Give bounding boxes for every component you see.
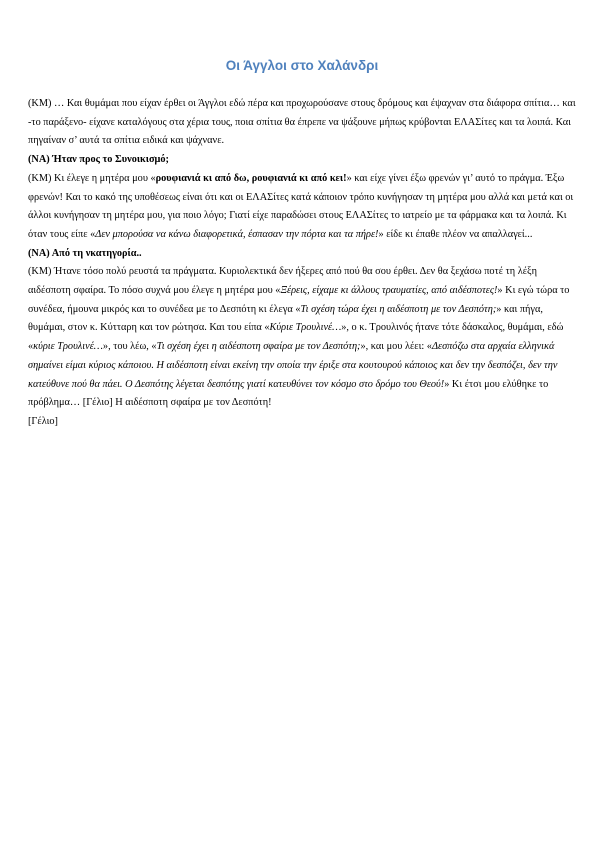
quote-italic: Τι σχέση έχει η αιδέσποτη σφαίρα με τον Δεσπότη;	[156, 341, 361, 353]
paragraph-stray-bullet	[28, 263, 576, 413]
text-segment: » και πήγα, θυμάμαι, στον κ. Κύτταρη και τον ρώτησα. Και του είπα «	[28, 303, 543, 334]
text-segment: » Κι εγώ τώρα το συνέδεα, ήμουνα μικρός και το συνέδεα με το Δεσπότη κι έλεγα «	[28, 285, 570, 315]
text-segment: (ΚΜ) Ήτανε τόσο πολύ ρευστά τα πράγματα. Κυριολεκτικά δεν ήξερες από πού θα σου έρθει. Δεν θα ξεχάσω ποτέ τη λέξη αιδέσποτη σφαίρα. Το πόσο συχνά μου έλεγε η μητέρα μου «	[28, 266, 537, 297]
text-segment: », και μου λέει: «	[360, 341, 432, 353]
question-accusation: (ΝΑ) Από τη νκατηγορία..	[28, 247, 142, 259]
text-segment: », ο κ. Τρουλινός ήτανε τότε δάσκαλος, θυμάμαι, εδώ «	[28, 322, 564, 353]
text-segment: » και είχε γίνει έξω φρενών γι’ αυτό το πράγμα. Έξω φρενών! Και το κακό της υποθέσεως είναι ότι και οι ΕΛΑΣίτες κατά κάποιον τρόπο κυνήγησαν τη μητέρα μου αλλά και μετά και οι άλλοι κυνήγησαν τη μητέρα μου, για ποιο λόγο; Γιατί είχε παραδώσει στους ΕΛΑΣίτες το ιατρείο με τα φάρμακα και τα λοιπά. Κι όταν τους είπε «	[28, 172, 574, 240]
quote-italic: Τι σχέση τώρα έχει η αιδέσποτη με τον Δεσπότη;	[300, 303, 497, 315]
quote-italic: Κύριε Τρουλινέ…	[269, 322, 342, 334]
question-synoikismos: (ΝΑ) Ήταν προς το Συνοικισμό;	[28, 154, 169, 166]
quote-italic: Ξέρεις, είχαμε κι άλλους τραυματίες, από αιδέσποτες!	[280, 285, 498, 297]
document-page	[28, 58, 576, 432]
document-title: Οι Άγγλοι στο Χαλάνδρι	[225, 58, 379, 73]
quote-italic: κύριε Τρουλινέ…	[33, 341, 103, 353]
paragraph-intro: (ΚΜ) … Και θυμάμαι που είχαν έρθει οι Άγγλοι εδώ πέρα και προχωρούσανε στους δρόμους και έψαχναν στα διάφορα σπίτια… και -το παράξενο- είχανε καταλόγους στα χέρια τους, ποια σπίτια θα έπρεπε να ψάξουνε μήπως κρύβονται ΕΛΑΣίτες και τα λοιπά. Και πηγαίναν σ’ αυτά τα σπίτια ειδικά και ψάχνανε.	[28, 98, 576, 147]
paragraph-laughter: [Γέλιο]	[28, 415, 58, 427]
quote-bold: ρουφιανιά κι από δω, ρουφιανιά κι από κει!	[155, 172, 347, 184]
quote-italic: Δεσπόζω στα αρχαία ελληνικά σημαίνει είμαι κύριος κάποιου. Η αιδέσποτη είναι εκείνη την οποία την έριξε στα κουτουρού κάποιος και δεν την δεσπόζει, δεν την κατεύθυνε πού θα πάει. Ο Δεσπότης λέγεται δεσπότης γιατί κατευθύνει τον κόσμο στο δρόμο του Θεού!	[28, 341, 558, 390]
quote-italic: Δεν μπορούσα να κάνω διαφορετικά, έσπασαν την πόρτα και τα πήρε!	[95, 228, 379, 240]
text-segment: » Κι έτσι μου ελύθηκε το πρόβλημα… [Γέλιο] Η αιδέσποτη σφαίρα με τον Δεσπότη!	[28, 378, 549, 409]
text-segment: » είδε κι έπαθε πλέον να απαλλαγεί...	[378, 228, 533, 240]
text-segment: », του λέω, «	[102, 341, 157, 353]
paragraph-mother	[28, 170, 576, 245]
text-segment: (ΚΜ) Κι έλεγε η μητέρα μου «	[28, 172, 156, 184]
